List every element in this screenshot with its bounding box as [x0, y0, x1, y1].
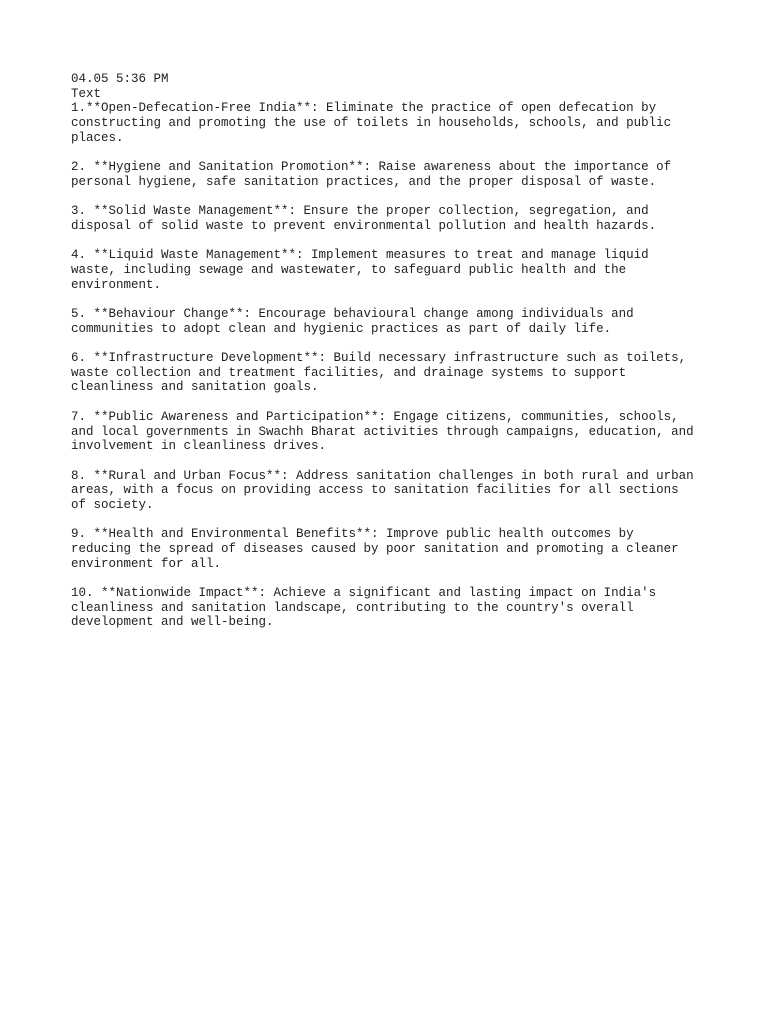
list-item-line: 7. **Public Awareness and Participation**: Engage citizens, communities, schools,: [71, 409, 679, 424]
list-item-line: communities to adopt clean and hygienic practices as part of daily life.: [71, 321, 612, 336]
list-item-line: waste collection and treatment facilities, and drainage systems to support: [71, 365, 627, 380]
item-list: [71, 101, 731, 630]
list-item: [71, 351, 731, 395]
list-item-line: of society.: [71, 497, 154, 512]
list-item-line: 5. **Behaviour Change**: Encourage behavioural change among individuals and: [71, 307, 634, 321]
list-item-line: development and well-being.: [71, 615, 274, 630]
list-item-line: reducing the spread of diseases caused by poor sanitation and promoting a cleaner: [71, 542, 679, 556]
list-item-line: areas, with a focus on providing access to sanitation facilities for all sections: [71, 483, 679, 498]
list-item-line: environment.: [71, 277, 162, 292]
list-item-line: 2. **Hygiene and Sanitation Promotion**: Raise awareness about the importance of: [71, 160, 672, 175]
list-item-line: environment for all.: [71, 556, 222, 571]
list-item: [71, 160, 731, 189]
list-item-line: cleanliness and sanitation landscape, contributing to the country's overall: [71, 600, 634, 615]
list-item-line: 10. **Nationwide Impact**: Achieve a significant and lasting impact on India's: [71, 586, 657, 601]
list-item: [71, 248, 731, 292]
list-item: [71, 586, 731, 630]
list-item-line: 1.**Open-Defecation-Free India**: Eliminate the practice of open defecation by: [71, 101, 657, 116]
list-item-line: places.: [71, 130, 124, 145]
list-item: [71, 469, 731, 513]
list-item: [71, 410, 731, 454]
list-item: [71, 307, 731, 336]
list-item: [71, 527, 731, 571]
document-body: [71, 72, 731, 630]
list-item-line: 8. **Rural and Urban Focus**: Address sanitation challenges in both rural and urban: [71, 468, 694, 483]
list-item-line: and local governments in Swachh Bharat activities through campaigns, education, and: [71, 424, 694, 439]
list-item: [71, 101, 731, 145]
list-item-line: 6. **Infrastructure Development**: Build necessary infrastructure such as toilets,: [71, 351, 687, 366]
list-item-line: disposal of solid waste to prevent environmental pollution and health hazards.: [71, 218, 657, 233]
list-item-line: cleanliness and sanitation goals.: [71, 380, 319, 395]
list-item: [71, 204, 731, 233]
list-item-line: waste, including sewage and wastewater, to safeguard public health and the: [71, 262, 627, 277]
list-item-line: constructing and promoting the use of toilets in households, schools, and public: [71, 116, 672, 131]
list-item-line: personal hygiene, safe sanitation practices, and the proper disposal of waste.: [71, 174, 657, 189]
list-item-line: involvement in cleanliness drives.: [71, 439, 327, 454]
list-item-line: 3. **Solid Waste Management**: Ensure the proper collection, segregation, and: [71, 204, 649, 219]
timestamp: 04.05 5:36 PM: [71, 72, 169, 86]
document-heading: Text: [71, 86, 102, 101]
list-item-line: 4. **Liquid Waste Management**: Implement measures to treat and manage liquid: [71, 248, 649, 263]
list-item-line: 9. **Health and Environmental Benefits**: Improve public health outcomes by: [71, 527, 634, 542]
